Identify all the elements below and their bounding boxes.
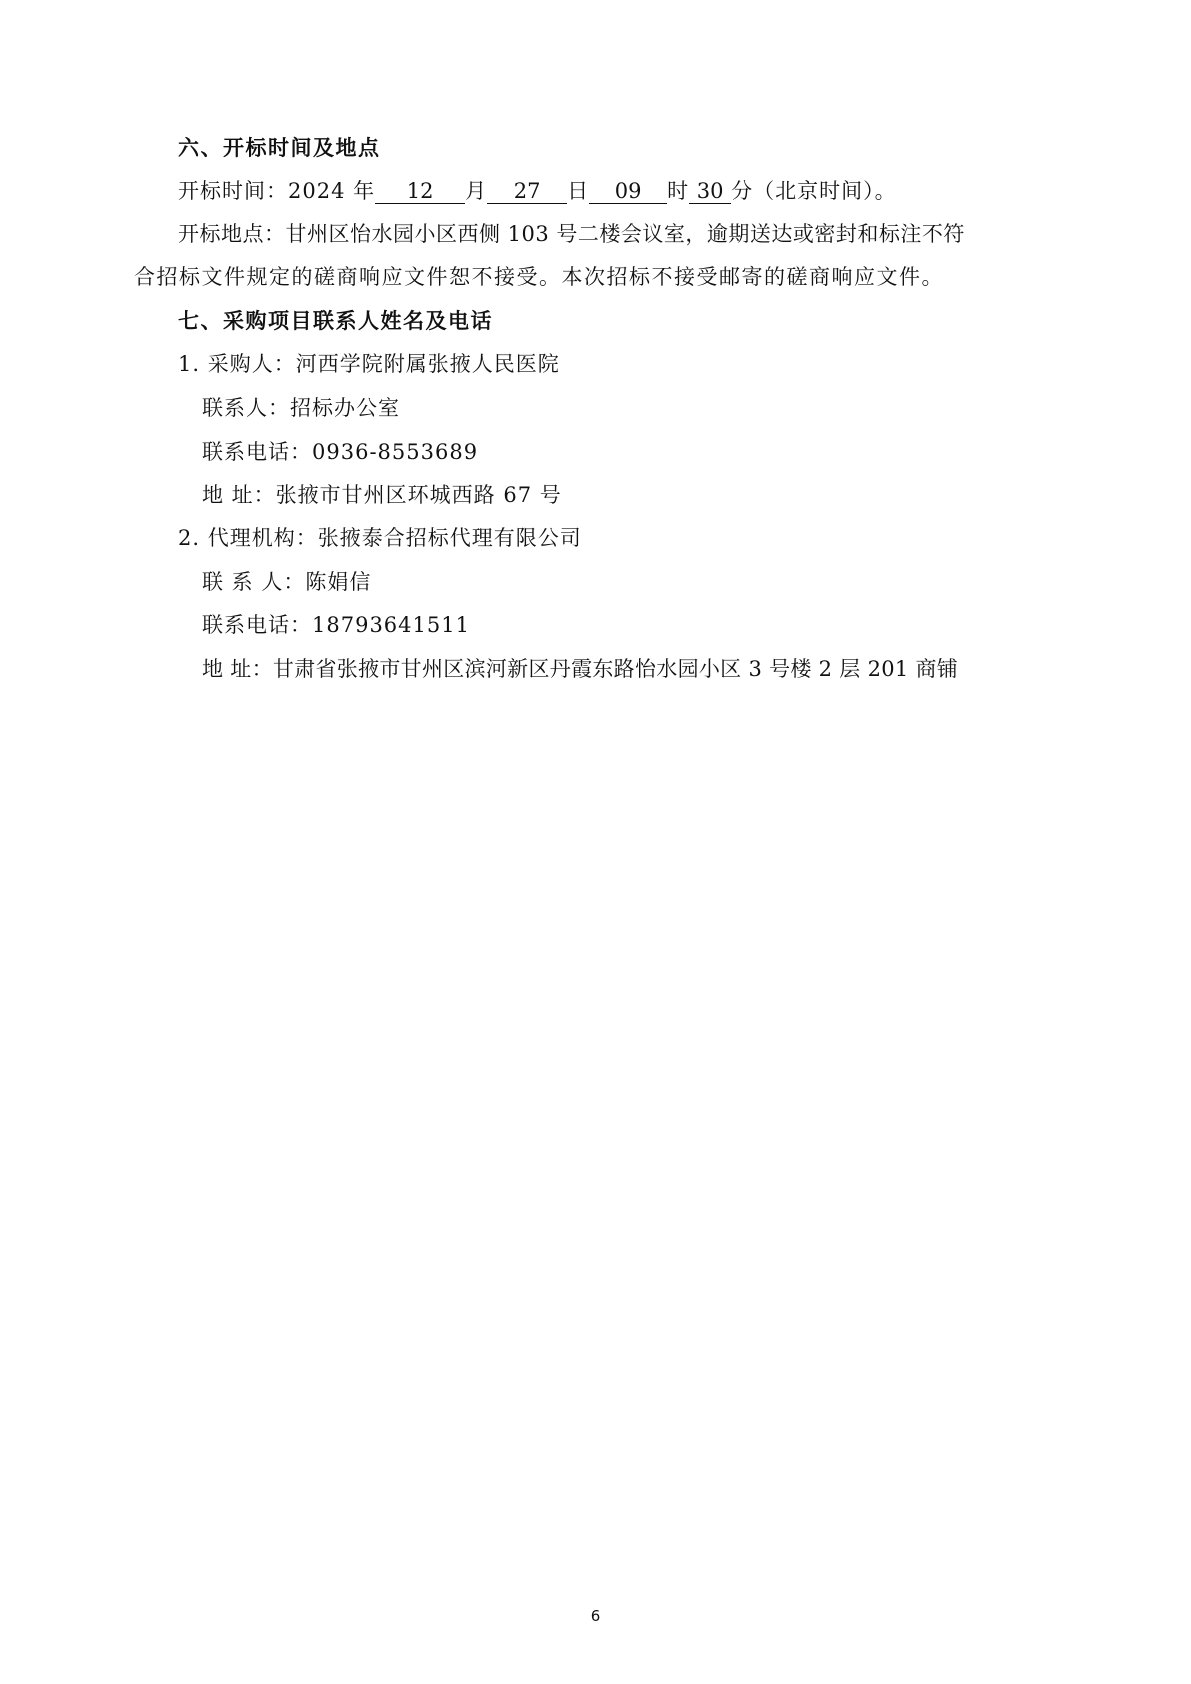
agency-title: 2. 代理机构：张掖泰合招标代理有限公司 <box>178 526 582 550</box>
purchaser-phone: 联系电话：0936-8553689 <box>202 440 479 464</box>
hour-unit: 时 <box>667 179 690 203</box>
bid-opening-time-line <box>178 176 897 206</box>
minute-unit: 分（北京时间）。 <box>731 179 897 203</box>
month-value: 12 <box>375 179 465 204</box>
minute-value: 30 <box>689 179 731 204</box>
day-unit: 日 <box>567 179 590 203</box>
section-6-heading: 六、开标时间及地点 <box>178 136 381 160</box>
purchaser-contact: 联系人：招标办公室 <box>202 396 400 420</box>
section-7-heading: 七、采购项目联系人姓名及电话 <box>178 309 493 333</box>
agency-address: 地 址：甘肃省张掖市甘州区滨河新区丹霞东路怡水园小区 3 号楼 2 层 201 商铺 <box>202 657 959 681</box>
hour-value: 09 <box>589 179 667 204</box>
purchaser-title: 1. 采购人：河西学院附属张掖人民医院 <box>178 352 560 376</box>
purchaser-address: 地 址：张掖市甘州区环城西路 67 号 <box>202 483 562 507</box>
agency-contact: 联 系 人：陈娟信 <box>202 570 372 594</box>
bid-opening-location-line-1: 开标地点：甘州区怡水园小区西侧 103 号二楼会议室，逾期送达或密封和标注不符 <box>178 222 965 246</box>
time-prefix: 开标时间：2024 年 <box>178 179 376 203</box>
bid-opening-location-line-2: 合招标文件规定的磋商响应文件恕不接受。本次招标不接受邮寄的磋商响应文件。 <box>134 265 944 289</box>
day-value: 27 <box>487 179 567 204</box>
agency-phone: 联系电话：18793641511 <box>202 613 470 637</box>
page-number: 6 <box>590 1607 601 1625</box>
month-unit: 月 <box>465 179 488 203</box>
